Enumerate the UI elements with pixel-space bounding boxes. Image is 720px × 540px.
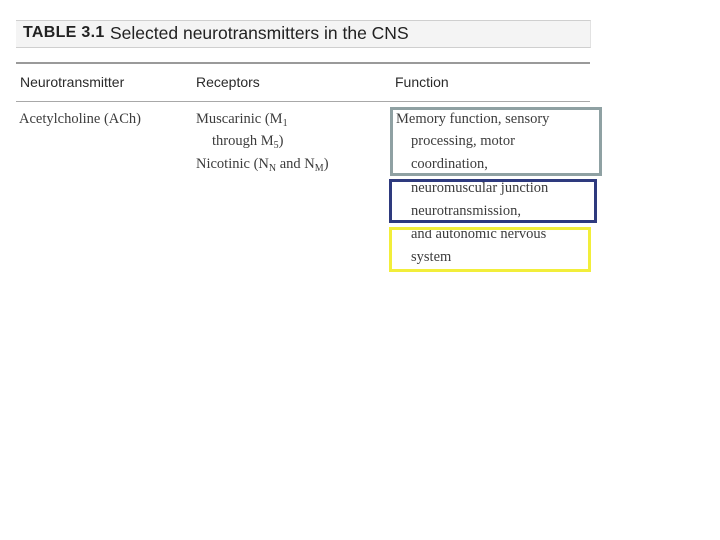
function-line-1: Memory function, sensory xyxy=(396,111,550,127)
table-title-bar xyxy=(16,20,591,48)
receptor-line-3-subscript-1: N xyxy=(268,163,277,174)
table-number: TABLE 3.1 xyxy=(23,24,105,41)
receptor-line-3-subscript-2: M xyxy=(314,163,324,174)
function-line-2: processing, motor xyxy=(411,133,515,149)
function-line-4: neuromuscular junction xyxy=(411,180,549,196)
table-title: Selected neurotransmitters in the CNS xyxy=(110,23,409,43)
header-rule-top xyxy=(16,62,590,64)
column-header-receptors: Receptors xyxy=(196,74,260,90)
autonomic-highlight xyxy=(389,227,591,272)
receptor-line-2-suffix: ) xyxy=(278,133,284,149)
header-rule-bottom xyxy=(16,101,590,102)
receptor-line-3-mid: and N xyxy=(276,156,315,172)
receptor-line-2-text: through M xyxy=(212,133,274,149)
receptor-line-1-text: Muscarinic (M xyxy=(196,111,283,127)
function-line-7: system xyxy=(411,249,452,265)
neuromuscular-highlight xyxy=(389,179,597,223)
receptor-line-1-subscript: 1 xyxy=(282,118,288,129)
receptor-line-2 xyxy=(212,133,283,151)
receptor-line-1 xyxy=(196,111,288,129)
column-header-function: Function xyxy=(395,74,449,90)
neurotransmitter-cell: Acetylcholine (ACh) xyxy=(19,111,142,127)
function-line-6: and autonomic nervous xyxy=(411,226,547,242)
receptor-line-2-subscript: 5 xyxy=(273,140,279,151)
column-header-neurotransmitter: Neurotransmitter xyxy=(20,74,125,90)
function-line-3: coordination, xyxy=(411,156,488,172)
receptor-line-3-text: Nicotinic (N xyxy=(196,156,269,172)
receptor-line-3 xyxy=(196,156,329,174)
function-line-5: neurotransmission, xyxy=(411,203,521,219)
receptor-line-3-suffix: ) xyxy=(323,156,329,172)
memory-sensory-motor-highlight xyxy=(390,107,602,176)
